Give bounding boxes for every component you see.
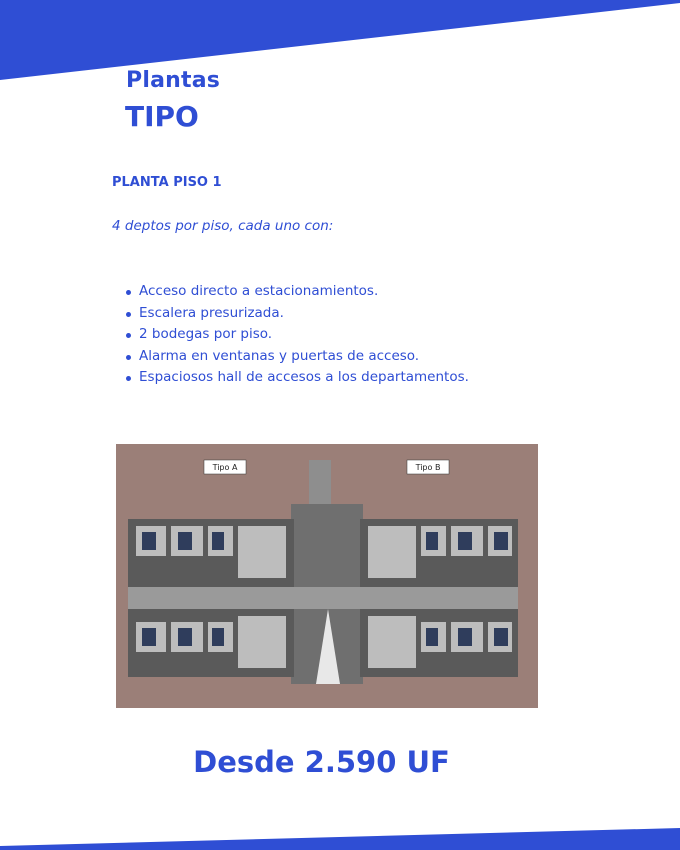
section-subtitle: PLANTA PISO 1 xyxy=(112,175,222,190)
feature-item: Escalera presurizada. xyxy=(124,303,469,325)
feature-list xyxy=(124,281,469,389)
label-tipo-b: Tipo B xyxy=(415,463,441,472)
label-tipo-a: Tipo A xyxy=(212,463,238,472)
feature-item: Alarma en ventanas y puertas de acceso. xyxy=(124,346,469,368)
price-label: Desde 2.590 UF xyxy=(193,745,450,779)
feature-item: Espaciosos hall de accesos a los departamentos. xyxy=(124,367,469,389)
page-title-line2: TIPO xyxy=(125,100,199,133)
floor-plan-image xyxy=(116,444,538,708)
corridor xyxy=(128,587,518,609)
bottom-accent-band xyxy=(0,800,680,850)
page-title-line1: Plantas xyxy=(126,68,221,93)
feature-item: Acceso directo a estacionamientos. xyxy=(124,281,469,303)
section-intro: 4 deptos por piso, cada uno con: xyxy=(112,218,334,234)
feature-item: 2 bodegas por piso. xyxy=(124,324,469,346)
top-accent-band xyxy=(0,0,680,80)
